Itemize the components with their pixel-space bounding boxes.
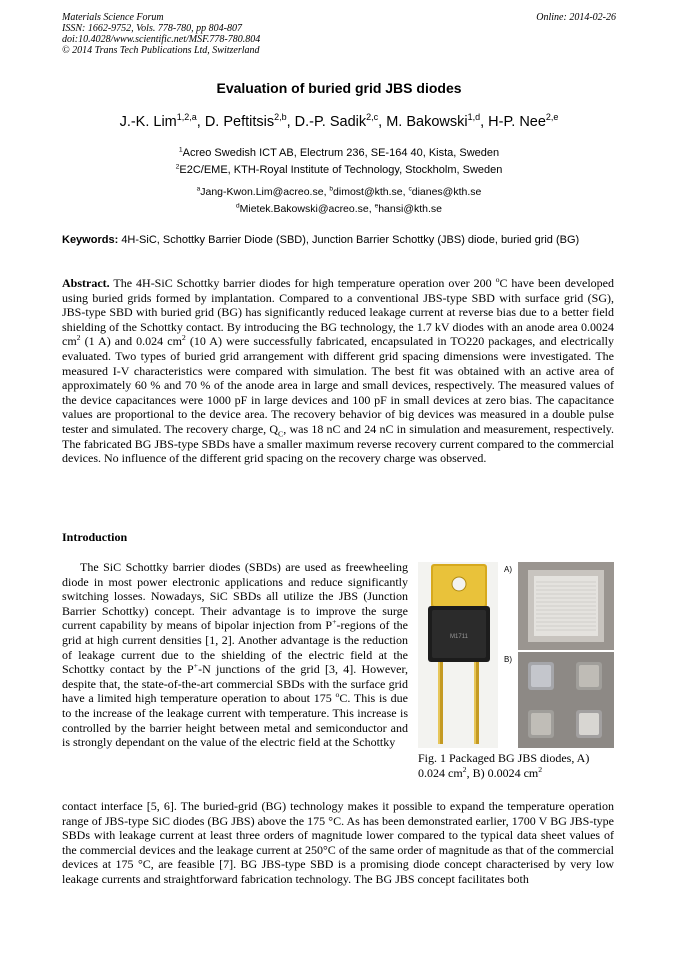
introduction-continued — [62, 799, 614, 887]
email-address[interactable]: hansi@kth.se — [378, 203, 442, 215]
email-address[interactable]: dimost@kth.se — [333, 186, 403, 198]
affiliation-2 — [0, 164, 678, 176]
copyright-line: © 2014 Trans Tech Publications Ltd, Switzerland — [62, 45, 260, 56]
introduction-column — [62, 560, 408, 750]
exponent: 2 — [181, 333, 186, 343]
email-line-1: $^a$Jang-Kwon.Lim@acreo.se, $^b$dimost@kth.se, $^c$dianes@kth.se — [196, 185, 482, 198]
intro-text: The SiC Schottky barrier diodes (SBDs) are used as freewheeling diode in most power electronic applications and reduce significantly switching losses. Nowadays, SiC SBDs all utilize the JBS (Junction Barrier Schottky) concept. Their advantage is to improve the surge current capability by means of bipolar injection from P — [62, 560, 408, 633]
panel-b-label: B) — [504, 655, 512, 664]
journal-header — [62, 12, 260, 56]
doi-line: doi:10.4028/www.scientific.net/MSF.778-780.804 — [62, 34, 261, 45]
panel-a-label: A) — [504, 565, 512, 574]
email-marker: e — [374, 202, 379, 210]
author-affil-marker: 2,c — [366, 112, 379, 123]
affiliation-1 — [0, 147, 678, 159]
affiliation-text: Acreo Swedish ICT AB, Electrum 236, SE-164 40, Kista, Sweden — [182, 147, 500, 159]
superscript: + — [193, 661, 199, 671]
chip-b-photo — [504, 652, 614, 748]
to220-package-photo — [418, 562, 498, 748]
email-marker: d — [236, 202, 240, 210]
package-marking: M1711 — [450, 634, 468, 640]
degree-sign: o — [495, 275, 500, 284]
email-line-2: $^d$Mietek.Bakowski@acreo.se, $^e$hansi@kth.se — [236, 202, 442, 215]
author-list: J.-K. Lim$^{1,2,a}$, D. Peftitsis$^{2,b}$, D.-P. Sadik$^{2,c}$, M. Bakowski$^{1,d}$, H-P. Nee$^{2,e}$ — [119, 112, 559, 130]
abstract-text: , was 18 nC and 24 nC in simulation and measurement, respectively. The fabricated BG JBS-type SBDs have a smaller maximum reverse recovery current compared to the commercial devices. No influence of the different grid spacing on the recovery charge was observed. — [62, 421, 614, 466]
exponent: 2 — [538, 765, 543, 774]
degree-sign: o — [335, 690, 340, 700]
caption-text: , B) 0.0024 cm — [466, 766, 539, 780]
author-affil-marker: 1,d — [467, 112, 481, 123]
exponent: 2 — [76, 333, 81, 343]
abstract-text: (10 A) were successfully fabricated, encapsulated in TO220 packages, and electrically evaluated. Two types of buried grid arrangement with different grid spacing dimensions were investigated. The measured I-V characteristics were compared with simulation. The best fit was obtained with an active area of approximately 60 % and 70 % of the anode area in large and small devices, respectively. The measured values of the device capacitances were 1000 pF in large devices and 100 pF in small devices at zero bias. The capacitance values are proportional to the device area. The recovery behavior of big devices was measured in a double pulse tester and simulated. The recovery charge, Q — [62, 334, 615, 436]
author-affil-marker: 1,2,a — [176, 112, 197, 123]
caption-text: Fig. 1 Packaged BG JBS diodes, A) 0.024 cm — [418, 751, 590, 780]
author-name: D.-P. Sadik — [294, 114, 367, 130]
abstract-text: The 4H-SiC Schottky barrier diodes for high temperature operation over 200 — [113, 276, 496, 290]
affiliation-marker: 2 — [175, 163, 180, 171]
email-address[interactable]: Jang-Kwon.Lim@acreo.se — [200, 186, 324, 198]
paper-title: Evaluation of buried grid JBS diodes — [216, 80, 462, 96]
author-name: M. Bakowski — [386, 114, 468, 130]
intro-paragraph-continued: contact interface [5, 6]. The buried-grid (BG) technology makes it possible to expand the temperature operation range of JBS-type SiC diodes (BG JBS) above the 175 °C. As has been demonstrated earlier, 1700 V BG JBS-type SBDs with leakage current at least three orders of magnitude lower compared to the typical data sheet values of the commercial devices and the leakage current at 250°C of the same order of magnitude as that of the commercial devices at 175 °C, are feasible [7]. BG JBS-type SBD is a promising diode concept characterised by very low leakage currents and straightforward fabrication technology. The BG JBS concept facilitates both — [62, 799, 614, 886]
affiliation-marker: 1 — [178, 146, 183, 154]
figure-1 — [418, 562, 614, 748]
author-affil-marker: 2,e — [545, 112, 559, 123]
author-name: D. Peftitsis — [204, 114, 275, 130]
online-date: Online: 2014-02-26 — [536, 12, 616, 23]
intro-text: -regions of the grid at high current densities [1, 2]. Another advantage is the reduction of leakage current due to the shielding of the electric field at the Schottky contact by the P — [62, 618, 408, 677]
superscript: + — [332, 617, 337, 627]
exponent: 2 — [462, 765, 467, 774]
affiliation-text: E2C/EME, KTH-Royal Institute of Technology, Stockholm, Sweden — [179, 164, 503, 176]
author-affil-marker: 2,b — [274, 112, 287, 123]
email-address[interactable]: dianes@kth.se — [411, 186, 482, 198]
author-name: H-P. Nee — [488, 114, 546, 130]
email-marker: b — [329, 185, 334, 193]
issn-line: ISSN: 1662-9752, Vols. 778-780, pp 804-807 — [62, 23, 242, 34]
keywords-block — [62, 233, 614, 247]
intro-paragraph — [62, 560, 408, 750]
abstract-text: (1 A) and 0.024 cm — [80, 334, 182, 349]
email-address[interactable]: Mietek.Bakowski@acreo.se — [239, 203, 369, 215]
journal-name: Materials Science Forum — [62, 12, 164, 23]
abstract-label: Abstract. — [62, 276, 110, 290]
intro-text: -N junctions of the grid [3, 4]. However, despite that, the state-of-the-art commercial SBDs with the surface grid have a limited high temperature operation to about 175 — [62, 662, 408, 706]
abstract-text: C have been developed using buried grids formed by implantation. Compared to a conventional JBS-type SBD with surface grid (SG), JBS-type SBD with buried grid (BG) has significantly reduced leakage current at reverse bias due to a better field shielding of the Schottky contact. By introducing the BG technology, the 1.7 kV diodes with an anode area 0.0024 cm — [62, 276, 614, 349]
figure-1-caption — [418, 751, 618, 781]
abstract-block — [62, 276, 614, 466]
email-marker: a — [196, 185, 201, 193]
keywords-label: Keywords: — [62, 234, 119, 246]
chip-a-photo — [504, 562, 614, 650]
email-marker: c — [408, 185, 412, 193]
intro-text: C. This is due to the increase of the leakage current with temperature. This increase is controlled by the barrier height between metal and semiconductor and is strongly dependant on the value of the electric field at the Schottky — [62, 691, 409, 750]
author-name: J.-K. Lim — [119, 114, 177, 130]
subscript: C — [278, 429, 284, 439]
section-heading-introduction: Introduction — [62, 530, 128, 544]
keywords-text: 4H-SiC, Schottky Barrier Diode (SBD), Junction Barrier Schottky (JBS) diode, buried grid (BG) — [121, 234, 580, 246]
